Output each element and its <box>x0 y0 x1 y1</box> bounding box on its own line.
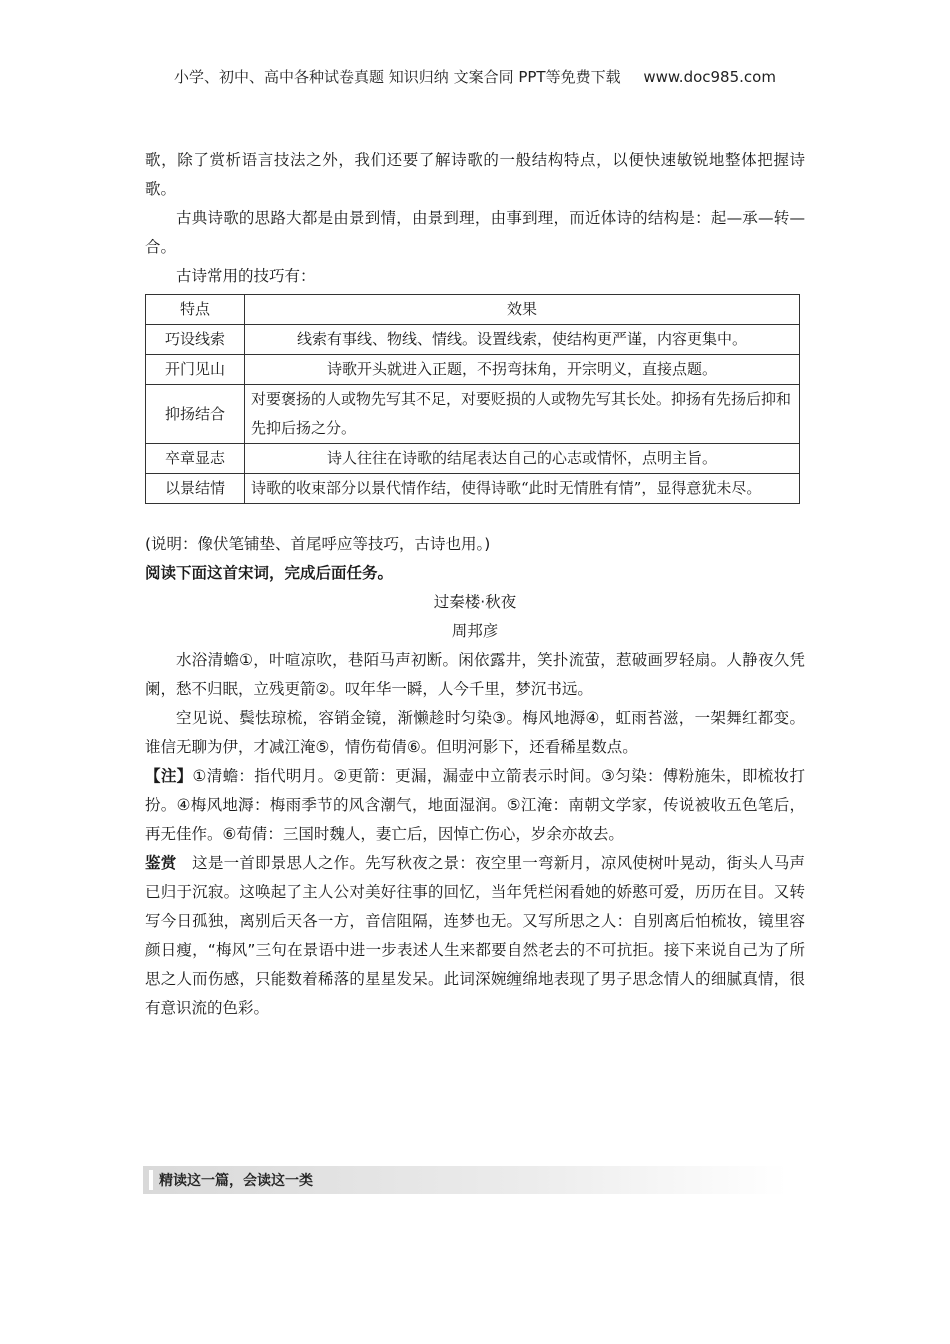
banner-marker <box>149 1170 153 1190</box>
annotation-block <box>145 762 805 849</box>
reading-task: 阅读下面这首宋词，完成后面任务。 <box>145 564 394 582</box>
table-cell-effect: 线索有事线、物线、情线。设置线索，使结构更严谨，内容更集中。 <box>245 325 800 355</box>
technique-note: (说明：像伏笔铺垫、首尾呼应等技巧，古诗也用。) <box>145 535 491 553</box>
table-row <box>146 444 800 474</box>
table-cell-effect: 诗歌开头就进入正题，不拐弯抹角，开宗明义，直接点题。 <box>245 355 800 385</box>
table-cell-feature: 抑扬结合 <box>146 385 245 444</box>
table-cell-feature: 卒章显志 <box>146 444 245 474</box>
annotation-label: 【注】 <box>145 767 193 785</box>
table-cell-feature: 巧设线索 <box>146 325 245 355</box>
table-row <box>146 325 800 355</box>
appreciation-text: 这是一首即景思人之作。先写秋夜之景：夜空里一弯新月，凉风使树叶晃动，街头人马声已归于沉寂。这唤起了主人公对美好往事的回忆，当年凭栏闲看她的娇憨可爱，历历在目。又转写今日孤独，离别后天各一方，音信阻隔，连梦也无。又写所思之人：自别离后怕梳妆，镜里容颜日瘦，“梅风”三句在景语中进一步表述人生来都要自然老去的不可抗拒。接下来说自己为了所思之人而伤感，只能数着稀落的星星发呆。此词深婉缠绵地表现了男子思念情人的细腻真情，很有意识流的色彩。 <box>145 854 805 1017</box>
table-cell-effect: 诗人往往在诗歌的结尾表达自己的心志或情怀，点明主旨。 <box>245 444 800 474</box>
table-header-effect: 效果 <box>245 295 800 325</box>
intro-paragraph-2: 古典诗歌的思路大都是由景到情，由景到理，由事到理，而近体诗的结构是：起—承—转—合。 <box>145 209 805 256</box>
table-row <box>146 355 800 385</box>
poem-stanza-1: 水浴清蟾①，叶喧凉吹，巷陌马声初断。闲依露井，笑扑流萤，惹破画罗轻扇。人静夜久凭阑，愁不归眠，立残更箭②。叹年华一瞬，人今千里，梦沉书远。 <box>145 651 805 698</box>
table-row <box>146 474 800 504</box>
poem-author: 周邦彦 <box>451 622 499 640</box>
appreciation-block <box>145 849 805 1023</box>
table-header-row <box>146 295 800 325</box>
header-site-link[interactable]: www.doc985.com <box>643 68 776 86</box>
document-body <box>145 146 805 1023</box>
intro-paragraph-1: 歌，除了赏析语言技法之外，我们还要了解诗歌的一般结构特点，以便快速敏锐地整体把握诗歌。 <box>145 151 805 198</box>
poem-stanza-2: 空见说、鬓怯琼梳，容销金镜，渐懒趁时匀染③。梅风地溽④，虹雨苔滋，一架舞红都变。谁信无聊为伊，才减江淹⑤，情伤荀倩⑥。但明河影下，还看稀星数点。 <box>145 709 805 756</box>
appreciation-label: 鉴赏 <box>145 854 177 872</box>
header-title: 小学、初中、高中各种试卷真题 知识归纳 文案合同 PPT等免费下载 <box>174 68 621 86</box>
table-cell-effect: 对要褒扬的人或物先写其不足，对要贬损的人或物先写其长处。抑扬有先扬后抑和先抑后扬之分。 <box>245 385 800 444</box>
poem-title: 过秦楼·秋夜 <box>433 593 517 611</box>
table-header-feature: 特点 <box>146 295 245 325</box>
section-banner-label: 精读这一篇，会读这一类 <box>159 1173 313 1189</box>
table-cell-effect: 诗歌的收束部分以景代情作结，使得诗歌“此时无情胜有情”，显得意犹未尽。 <box>245 474 800 504</box>
table-cell-feature: 开门见山 <box>146 355 245 385</box>
page-header <box>0 66 950 87</box>
techniques-table <box>145 294 800 504</box>
section-banner <box>143 1166 788 1194</box>
annotation-text: ①清蟾：指代明月。②更箭：更漏，漏壶中立箭表示时间。③匀染：傅粉施朱，即梳妆打扮。④梅风地溽：梅雨季节的风含潮气，地面湿润。⑤江淹：南朝文学家，传说被收五色笔后，再无佳作。⑥荀倩：三国时魏人，妻亡后，因悼亡伤心，岁余亦故去。 <box>145 767 805 843</box>
table-cell-feature: 以景结情 <box>146 474 245 504</box>
intro-paragraph-3: 古诗常用的技巧有： <box>176 267 316 285</box>
table-row <box>146 385 800 444</box>
